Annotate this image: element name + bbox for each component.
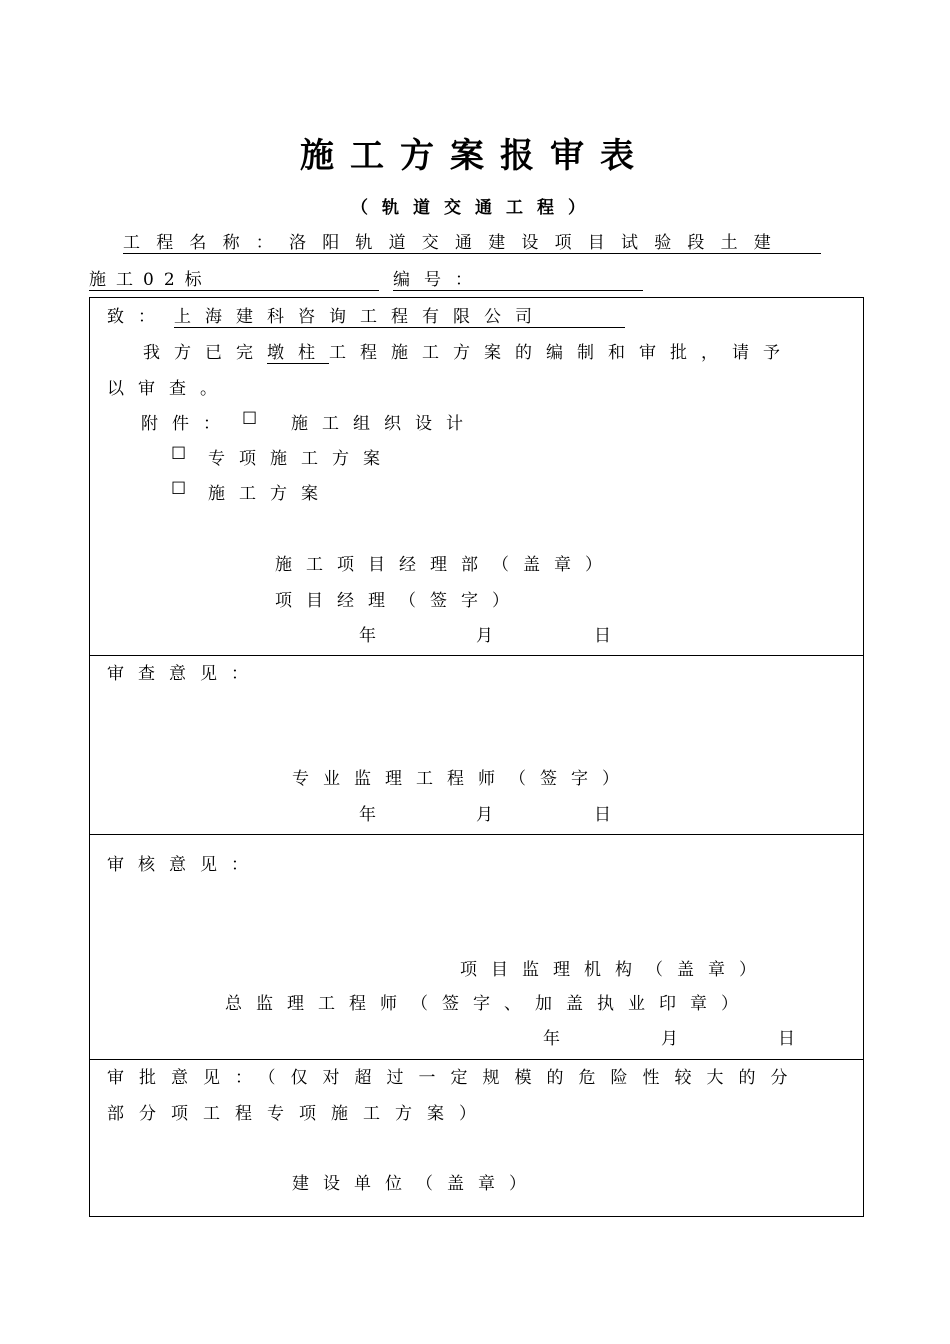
attachment-item: 专项施工方案	[208, 449, 394, 469]
date-day: 日	[778, 1029, 809, 1049]
checkbox-icon[interactable]: ☐	[171, 444, 187, 464]
page-title: 施工方案报审表	[300, 136, 650, 176]
approval-label-cont: 部分项工程专项施工方案）	[107, 1104, 491, 1124]
date-month: 月	[661, 1029, 692, 1049]
divider	[89, 834, 864, 835]
signer-label: 总监理工程师（签字、加盖执业印章）	[225, 994, 752, 1014]
body-subject: 墩柱	[267, 343, 329, 363]
body-line2: 以审查。	[107, 379, 231, 399]
body-prefix: 我方已完	[143, 343, 267, 363]
signer-label: 项目经理（签字）	[275, 591, 523, 611]
audit-label: 审核意见：	[107, 855, 262, 875]
body-suffix: 工程施工方案的编制和审批，请予	[329, 343, 794, 363]
date-day: 日	[594, 626, 625, 646]
attachment-label: 附件：	[141, 414, 234, 434]
checkbox-icon[interactable]: ☐	[242, 409, 258, 429]
date-day: 日	[594, 805, 625, 825]
page-subtitle: （轨道交通工程）	[351, 198, 599, 218]
date-month: 月	[476, 805, 507, 825]
date-year: 年	[543, 1029, 574, 1049]
signer-label: 专业监理工程师（签字）	[292, 769, 633, 789]
divider	[89, 1059, 864, 1060]
divider	[89, 655, 864, 656]
approval-label: 审批意见：（仅对超过一定规模的危险性较大的分	[107, 1068, 803, 1088]
number-label: 编号：	[393, 265, 643, 291]
date-month: 月	[476, 626, 507, 646]
review-label: 审查意见：	[107, 664, 262, 684]
project-name-line1: 工程名称：洛阳轨道交通建设项目试验段土建	[123, 228, 821, 254]
date-year: 年	[359, 626, 390, 646]
to-organization: 上海建科咨询工程有限公司	[174, 302, 625, 328]
date-year: 年	[359, 805, 390, 825]
stamp-label: 建设单位（盖章）	[292, 1174, 540, 1194]
project-name-line2: 施工02标	[89, 265, 379, 291]
checkbox-icon[interactable]: ☐	[171, 479, 187, 499]
stamp-label: 施工项目经理部（盖章）	[275, 555, 616, 575]
attachment-item: 施工组织设计	[291, 414, 477, 434]
stamp-label: 项目监理机构（盖章）	[460, 960, 770, 980]
body-line1	[143, 338, 794, 363]
attachment-item: 施工方案	[208, 484, 332, 504]
to-label: 致：	[107, 307, 169, 327]
